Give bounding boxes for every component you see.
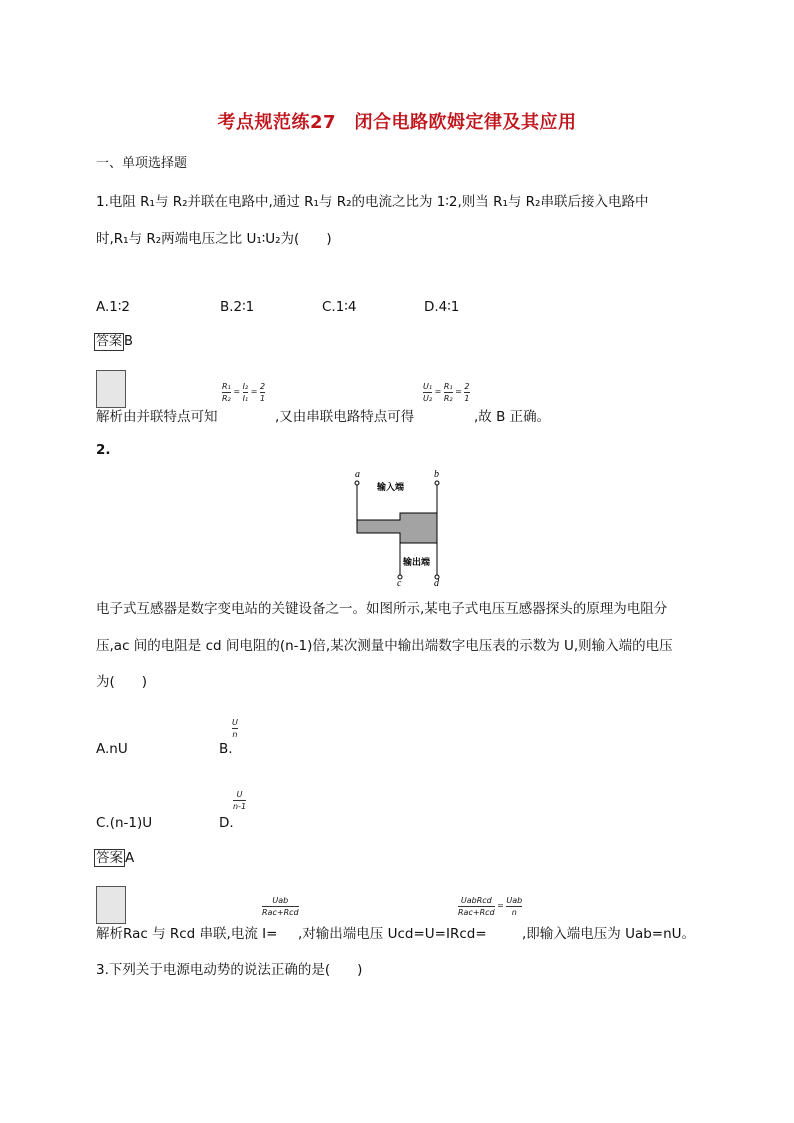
q1-stem-line2: 时,R₁与 R₂两端电压之比 U₁∶U₂为( ) — [96, 231, 332, 247]
q1-option-c: C.1∶4 — [322, 299, 357, 315]
voltage-divider-diagram — [345, 465, 455, 587]
terminal-a-label: a — [355, 469, 360, 480]
q2-stem-line1: 电子式互感器是数字变电站的关键设备之一。如图所示,某电子式电压互感器探头的原理为电阻分 — [96, 601, 668, 617]
terminal-c-label: c — [397, 578, 402, 587]
answer-value: B — [124, 334, 133, 349]
input-end-label: 输入端 — [377, 483, 405, 493]
q2-stem-line2: 压,ac 间的电阻是 cd 间电阻的(n-1)倍,某次测量中输出端数字电压表的示数为 U,则输入端的电压 — [96, 638, 673, 654]
output-end-label: 输出端 — [403, 558, 431, 568]
answer-label: 答案 — [96, 334, 123, 349]
q1-analysis-mid: ,又由串联电路特点可得 — [275, 409, 415, 425]
q2-option-d: D. — [219, 815, 234, 831]
q2-fraction-1: $\frac{\text{Uab}}{\text{Rac+Rcd}}$ — [262, 896, 299, 917]
q1-answer — [94, 333, 133, 351]
q2-analysis — [96, 922, 277, 942]
q2-option-a: A.nU — [96, 741, 128, 757]
analysis-text-1: Rac 与 Rcd 串联,电流 I= — [123, 926, 278, 942]
answer-label: 答案 — [96, 850, 123, 866]
q2-option-c: C.(n-1)U — [96, 815, 153, 831]
q1-option-d: D.4∶1 — [424, 299, 460, 315]
analysis-marker — [96, 370, 126, 408]
terminal-b-label: b — [434, 469, 439, 480]
q1-fraction-2: $\frac{\text{U₁}}{\text{U₂}}$ = $\frac{\text{R₁}}{\text{R₂}}$ = $\frac{2}{1}$ — [423, 382, 470, 403]
q2-fraction-2: $\frac{\text{UabRcd}}{\text{Rac+Rcd}}$ = $\frac{\text{Uab}}{n}$ — [458, 896, 523, 917]
q1-option-a: A.1∶2 — [96, 299, 130, 315]
answer-value: A — [125, 850, 135, 866]
section-heading: 一、单项选择题 — [96, 156, 188, 171]
analysis-marker — [96, 886, 126, 924]
q3-stem-line1: 3.下列关于电源电动势的说法正确的是( ) — [96, 962, 363, 978]
q1-analysis — [96, 405, 218, 425]
q1-fraction-1: $\frac{\text{R₁}}{\text{R₂}}$ = $\frac{\text{I₂}}{\text{I₁}}$ = $\frac{2}{1}$ — [222, 382, 266, 403]
q1-option-b: B.2∶1 — [220, 299, 255, 315]
q1-stem-line1: 1.电阻 R₁与 R₂并联在电路中,通过 R₁与 R₂的电流之比为 1∶2,则当 R₁与 R₂串联后接入电路中 — [96, 194, 649, 210]
terminal-d-label: d — [434, 578, 439, 587]
q2-answer — [94, 849, 134, 867]
q2-number: 2. — [96, 442, 111, 458]
analysis-label: 解析 — [96, 409, 123, 425]
q2-option-b: B. — [219, 741, 233, 757]
analysis-text-1: 由并联特点可知 — [123, 409, 218, 425]
q2-analysis-end: ,即输入端电压为 Uab=nU。 — [522, 926, 696, 942]
q1-analysis-end: ,故 B 正确。 — [474, 409, 551, 425]
page-title: 考点规范练27 闭合电路欧姆定律及其应用 — [217, 112, 577, 133]
q2-stem-line3: 为( ) — [96, 674, 148, 690]
q2-analysis-mid: ,对输出端电压 Ucd=U=IRcd= — [298, 926, 487, 942]
analysis-label: 解析 — [96, 926, 123, 942]
q2-option-d-fraction: $\frac{U}{n-1}$ — [233, 790, 247, 811]
q2-option-b-fraction: $\frac{U}{n}$ — [232, 718, 238, 739]
